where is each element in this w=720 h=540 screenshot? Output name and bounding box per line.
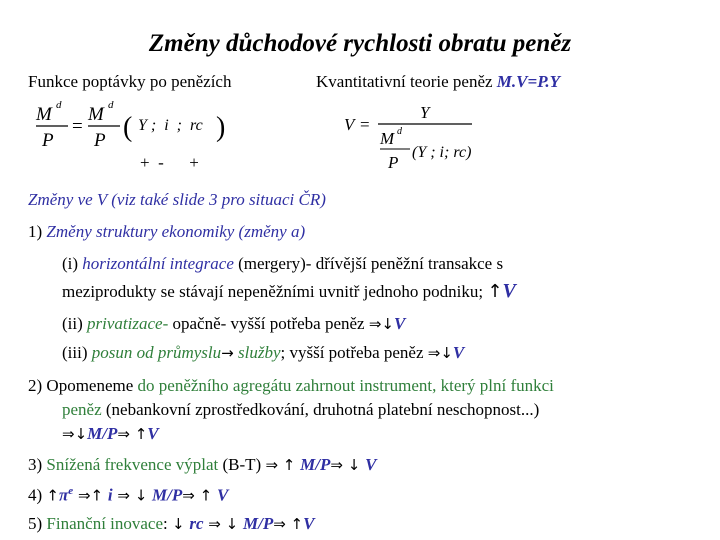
item-1-i-result: V: [502, 280, 516, 302]
quantity-theory-formula: M.V=P.Y: [496, 72, 561, 91]
formula-m-left: M: [36, 104, 52, 125]
formula-left-paren: (: [123, 112, 133, 143]
item-1-i-text2: meziprodukty se stávají nepeněžními uvnitř jednoho podniku;: [62, 282, 488, 301]
item-3-green: Snížená frekvence výplat: [46, 455, 219, 474]
item-2-number: 2): [28, 376, 47, 395]
item-1-label: Změny struktury ekonomiky (změny a): [46, 222, 306, 241]
implies-down-arrow-icon: ⇒↓: [368, 315, 394, 333]
item-1-i-line2: [62, 280, 516, 303]
formula-y: Y: [420, 103, 430, 122]
item-5-colon: :: [163, 514, 173, 533]
item-2-text1: Opomeneme: [46, 376, 134, 395]
implies-down-arrow-icon: ⇒ ↓: [330, 456, 366, 474]
formula-equals: =: [72, 116, 83, 137]
item-5-number: 5): [28, 514, 47, 533]
item-3-mp: M/P: [300, 455, 331, 474]
velocity-formula: [340, 98, 500, 178]
item-4-pi: π: [59, 485, 69, 505]
item-2-line3: [62, 424, 159, 444]
item-4: [28, 485, 228, 506]
item-1-iii-result: V: [452, 343, 465, 362]
formula-d-right: d: [108, 99, 114, 111]
down-arrow-icon: ↓: [172, 515, 190, 533]
implies-up-arrow-icon: ⇒ ↑: [117, 425, 148, 443]
quantity-theory-label: Kvantitativní teorie peněz: [316, 72, 497, 91]
up-arrow-icon: ↑: [487, 281, 503, 302]
item-2-line1: [28, 376, 554, 396]
item-1-i-term: horizontální integrace: [82, 254, 234, 273]
item-1-iii: [62, 343, 464, 363]
item-5-green: Finanční inovace: [46, 514, 164, 533]
money-demand-formula: [28, 92, 278, 172]
item-1-i-line1: [62, 254, 503, 274]
formula-p-right: P: [94, 130, 106, 151]
section-heading: Změny ve V (viz také slide 3 pro situaci ČR): [28, 190, 326, 209]
formula-signs: + - +: [140, 153, 199, 172]
quantity-theory-heading: [316, 72, 560, 92]
item-1-iii-term1: posun od průmyslu: [91, 343, 222, 362]
formula-inner-p: P: [388, 153, 399, 172]
item-2-text2: (nebankovní zprostředkování, druhotná platební neschopnost...): [101, 400, 540, 419]
formula-md-d: d: [397, 126, 402, 137]
right-arrow-icon: →: [221, 344, 234, 362]
up-arrow-icon: ↑: [46, 486, 59, 505]
item-3: [28, 455, 376, 475]
formula-p-left: P: [42, 130, 54, 151]
implies-down-arrow-icon: ⇒ ↓: [203, 515, 243, 533]
implies-down-arrow-icon: ⇒↓: [62, 425, 88, 443]
item-4-v: V: [216, 485, 229, 505]
formula-v: V: [344, 115, 355, 134]
formula-m-right: M: [88, 104, 104, 125]
item-5-v: V: [303, 514, 315, 533]
item-3-v: V: [365, 455, 377, 474]
item-1-ii-term: privatizace-: [87, 314, 169, 333]
item-3-number: 3): [28, 455, 47, 474]
item-1-i-number: (i): [62, 254, 83, 273]
item-1-i-text1: (mergery)- dřívější peněžní transakce s: [233, 254, 504, 273]
item-2-line2: [62, 400, 539, 420]
item-4-e: e: [68, 485, 74, 497]
item-5-rc: rc: [189, 514, 204, 533]
formula-velocity-args: (Y ; i; rc): [412, 144, 472, 161]
item-4-number: 4): [28, 485, 47, 505]
page-title: Změny důchodové rychlosti obratu peněz: [148, 30, 572, 57]
item-1-iii-number: (iii): [62, 343, 92, 362]
item-1-ii-text: opačně- vyšší potřeba peněz: [168, 314, 369, 333]
formula-d-left: d: [56, 99, 62, 111]
implies-up-arrow-icon: ⇒ ↑: [273, 515, 304, 533]
formula-right-paren: ): [216, 112, 226, 143]
item-1: [28, 222, 305, 242]
formula-v-equals: =: [360, 115, 370, 134]
item-1-iii-term2: služby: [233, 343, 281, 362]
formula-args: Y ; i ; rc: [138, 117, 203, 134]
item-1-iii-text: ; vyšší potřeba peněz: [280, 343, 428, 362]
item-2-mp: M/P: [87, 424, 118, 443]
item-4-i: i: [107, 485, 113, 505]
item-3-text: (B-T): [218, 455, 266, 474]
implies-up-arrow-icon: ⇒ ↑: [265, 456, 301, 474]
implies-up-arrow-icon: ⇒↑: [73, 486, 108, 505]
item-2-v: V: [147, 424, 159, 443]
implies-down-arrow-icon: ⇒ ↓: [112, 486, 153, 505]
item-1-ii-number: (ii): [62, 314, 88, 333]
item-2-green2: peněz: [62, 400, 102, 419]
item-5: [28, 514, 314, 534]
implies-up-arrow-icon: ⇒ ↑: [182, 486, 217, 505]
item-5-mp: M/P: [242, 514, 274, 533]
item-1-ii-result: V: [394, 314, 406, 333]
implies-down-arrow-icon: ⇒↓: [427, 344, 453, 362]
formula-md: M: [380, 129, 395, 148]
money-demand-heading: Funkce poptávky po penězích: [28, 72, 232, 91]
item-1-number: 1): [28, 222, 47, 241]
item-1-ii: [62, 314, 405, 334]
item-4-mp: M/P: [152, 485, 183, 505]
item-2-green1: do peněžního agregátu zahrnout instrument, který plní funkci: [133, 376, 554, 395]
